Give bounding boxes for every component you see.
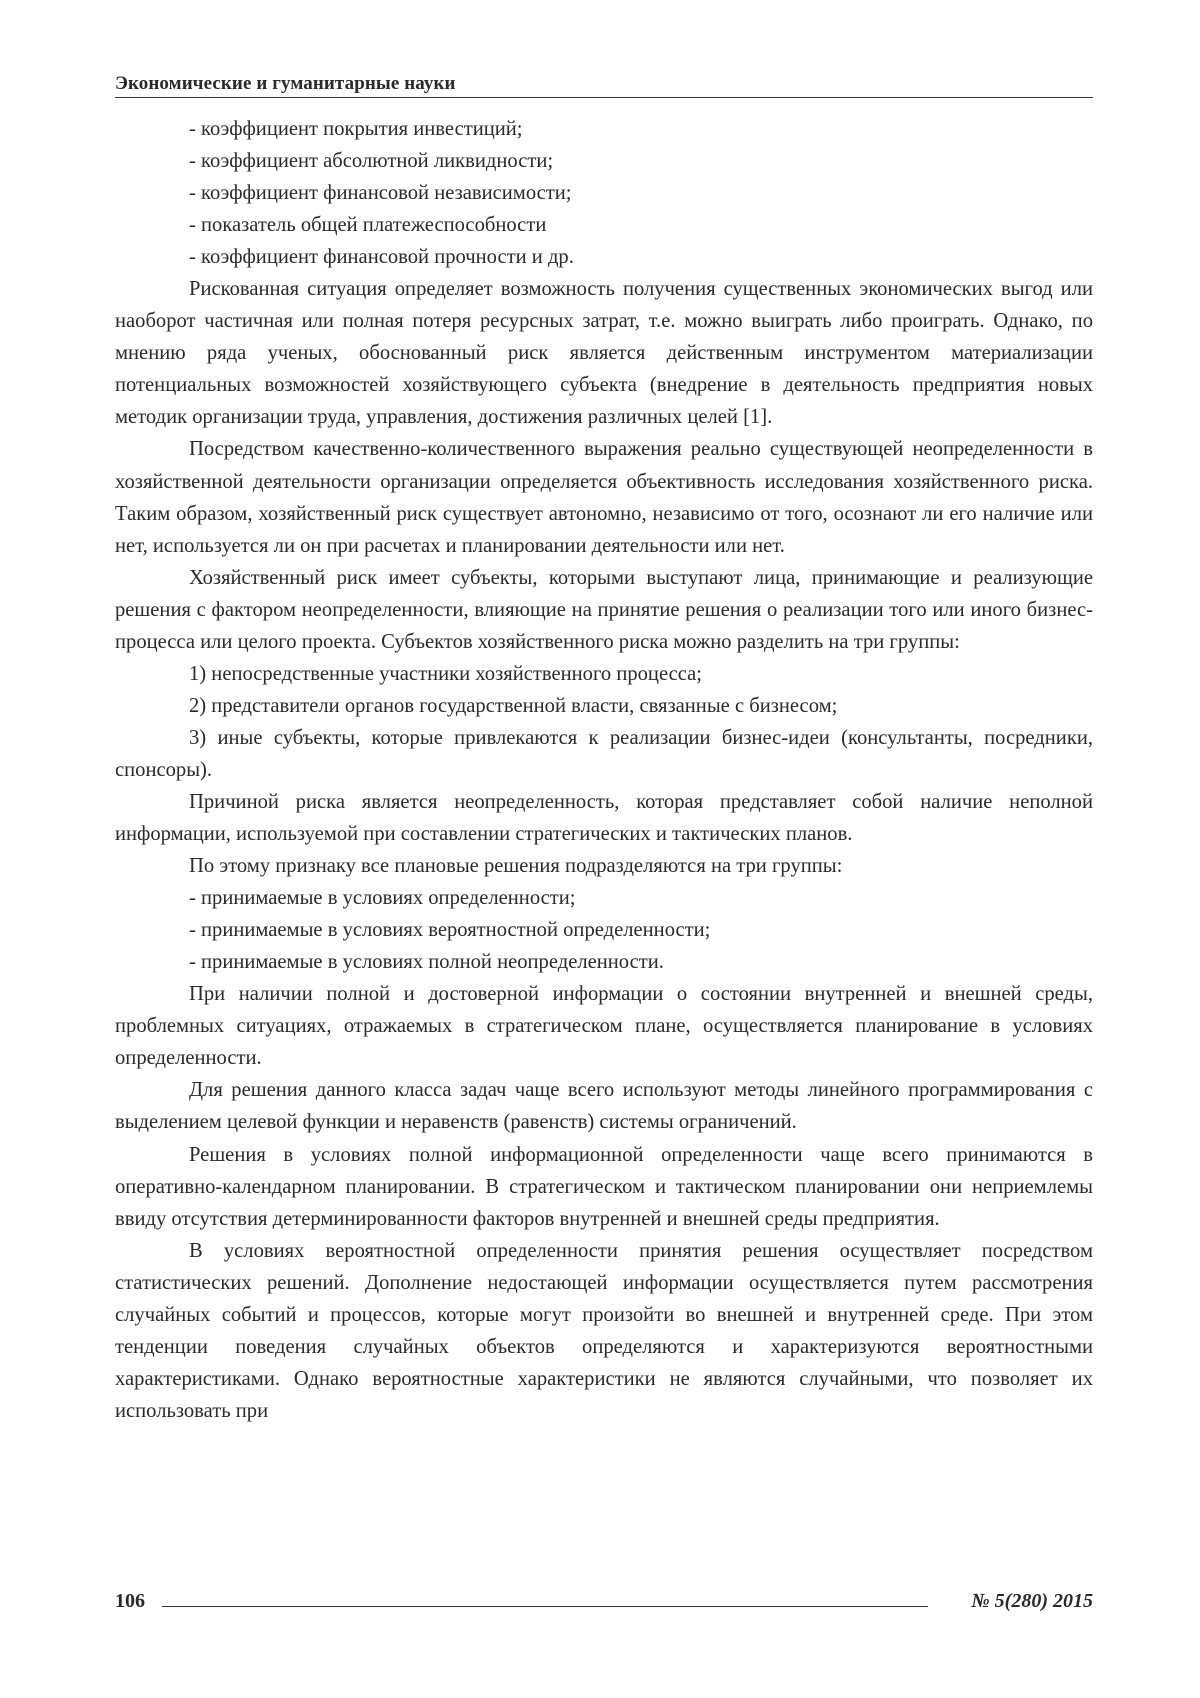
list-item: - коэффициент покрытия инвестиций; xyxy=(115,113,1093,145)
footer-rule xyxy=(162,1606,928,1607)
list-item: По этому признаку все плановые решения подразделяются на три группы: xyxy=(115,850,1093,882)
journal-page xyxy=(0,0,1200,1698)
issue-number: № 5(280) 2015 xyxy=(971,1586,1093,1616)
list-item: - принимаемые в условиях полной неопределенности. xyxy=(115,946,1093,978)
list-item: - коэффициент финансовой независимости; xyxy=(115,177,1093,209)
paragraph: Причиной риска является неопределенность, которая представляет собой наличие неполной информации, используемой при составлении стратегических и тактических планов. xyxy=(115,786,1093,850)
list-item: - принимаемые в условиях определенности; xyxy=(115,882,1093,914)
paragraph: В условиях вероятностной определенности принятия решения осуществляет посредством статистических решений. Дополнение недостающей информации осуществляется путем рассмотрения случайных событий и процессов, которые могут произойти во внешней и внутренней среде. При этом тенденции поведения случайных объектов определяются и характеризуются вероятностными характеристиками. Однако вероятностные характеристики не являются случайными, что позволяет их использовать при xyxy=(115,1235,1093,1427)
list-item: - принимаемые в условиях вероятностной определенности; xyxy=(115,914,1093,946)
paragraph: Для решения данного класса задач чаще всего используют методы линейного программирования с выделением целевой функции и неравенств (равенств) системы ограничений. xyxy=(115,1074,1093,1138)
list-item: 1) непосредственные участники хозяйственного процесса; xyxy=(115,658,1093,690)
paragraph: 3) иные субъекты, которые привлекаются к реализации бизнес-идеи (консультанты, посредники, спонсоры). xyxy=(115,722,1093,786)
page-number: 106 xyxy=(115,1586,145,1616)
paragraph: Решения в условиях полной информационной определенности чаще всего принимаются в оперативно-календарном планировании. В стратегическом и тактическом планировании они неприемлемы ввиду отсутствия детерминированности факторов внутренней и внешней среды предприятия. xyxy=(115,1139,1093,1235)
article-body xyxy=(115,113,1093,1427)
paragraph: При наличии полной и достоверной информации о состоянии внутренней и внешней среды, проблемных ситуациях, отражаемых в стратегическом плане, осуществляется планирование в условиях определенности. xyxy=(115,978,1093,1074)
list-item: - показатель общей платежеспособности xyxy=(115,209,1093,241)
list-item: 2) представители органов государственной власти, связанные с бизнесом; xyxy=(115,690,1093,722)
paragraph: Рискованная ситуация определяет возможность получения существенных экономических выгод или наоборот частичная или полная потеря ресурсных затрат, т.е. можно выиграть либо проиграть. Однако, по мнению ряда ученых, обоснованный риск является действенным инструментом материализации потенциальных возможностей хозяйствующего субъекта (внедрение в деятельность предприятия новых методик организации труда, управления, достижения различных целей [1]. xyxy=(115,273,1093,433)
paragraph: Хозяйственный риск имеет субъекты, которыми выступают лица, принимающие и реализующие решения с фактором неопределенности, влияющие на принятие решения о реализации того или иного бизнес-процесса или целого проекта. Субъектов хозяйственного риска можно разделить на три группы: xyxy=(115,562,1093,658)
list-item: - коэффициент финансовой прочности и др. xyxy=(115,241,1093,273)
paragraph: Посредством качественно-количественного выражения реально существующей неопределенности в хозяйственной деятельности организации определяется объективность исследования хозяйственного риска. Таким образом, хозяйственный риск существует автономно, независимо от того, осознают ли его наличие или нет, используется ли он при расчетах и планировании деятельности или нет. xyxy=(115,433,1093,561)
list-item: - коэффициент абсолютной ликвидности; xyxy=(115,145,1093,177)
running-head: Экономические и гуманитарные науки xyxy=(115,72,1093,98)
page-footer xyxy=(115,1586,1093,1616)
